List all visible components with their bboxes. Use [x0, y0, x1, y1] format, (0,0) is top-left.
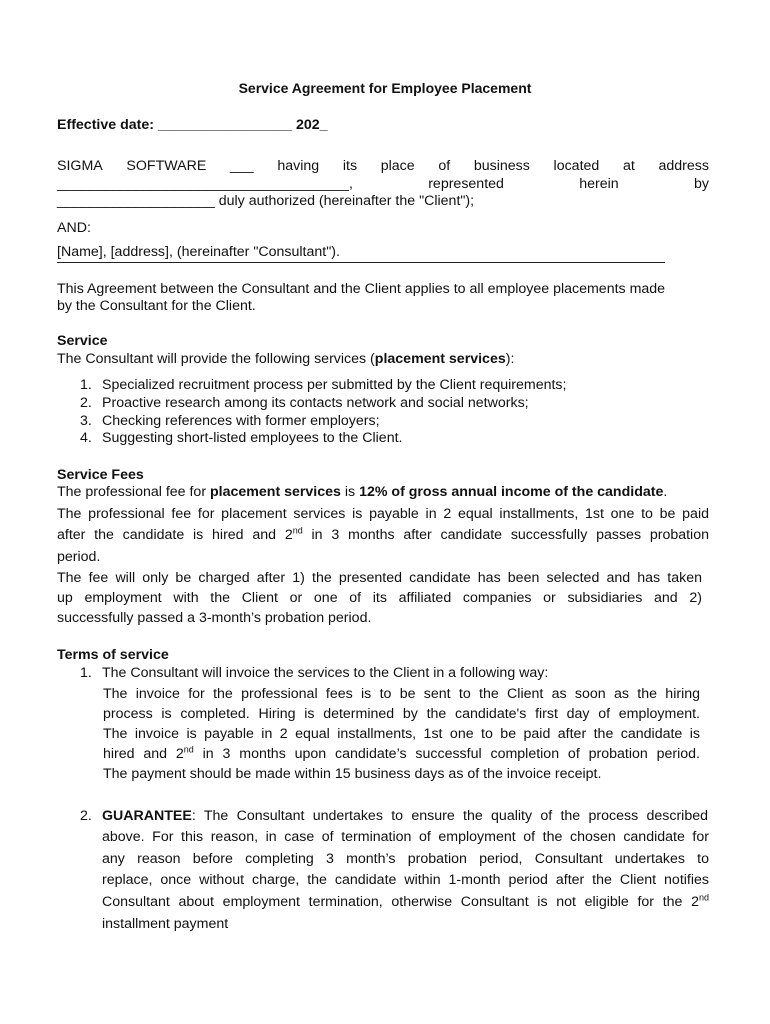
- service-lead-text: The Consultant will provide the following services (: [57, 351, 375, 367]
- terms-item-2-line-1-text: : The Consultant undertakes to ensure the quality of the process described: [191, 808, 708, 824]
- list-item-number: 4.: [80, 430, 92, 446]
- list-item: Suggesting short-listed employees to the Client.: [102, 430, 403, 446]
- terms-item-1-line-2: process is completed. Hiring is determined by the candidate's first day of employment.: [103, 706, 700, 722]
- fees-line-4: period.: [57, 549, 101, 565]
- terms-item-2-line-2: above. For this reason, in case of termination of employment of the chosen candidate for: [102, 829, 709, 845]
- fees-line-2: The professional fee for placement services is payable in 2 equal installments, 1st one to be paid: [57, 506, 709, 522]
- terms-item-2-number: 2.: [80, 808, 92, 824]
- and-label: AND:: [57, 220, 91, 236]
- address-blank: _____________________________________,: [57, 176, 353, 192]
- effective-date-line: [57, 117, 328, 133]
- terms-item-1-line-4-text: hired and 2: [103, 746, 184, 762]
- parties-word: having: [277, 158, 320, 174]
- terms-item-1-line-4-sup: nd: [183, 744, 194, 755]
- effective-date-blank: _________________: [157, 117, 293, 133]
- effective-date-year: 202_: [296, 117, 328, 133]
- document-title: Service Agreement for Employee Placement: [238, 80, 532, 96]
- consultant-underline: [57, 262, 665, 263]
- service-heading: Service: [57, 333, 108, 349]
- list-item: Specialized recruitment process per submitted by the Client requirements;: [102, 377, 567, 393]
- terms-item-2-line-5-sup: nd: [698, 892, 709, 903]
- terms-item-2-line-1: [102, 808, 708, 824]
- terms-item-2-line-3: any reason before completing 3 month’s probation period, Consultant undertakes to: [102, 851, 709, 867]
- terms-item-1-line-5: The payment should be made within 15 business days as of the invoice receipt.: [103, 766, 602, 782]
- effective-date-label: Effective date:: [57, 117, 154, 133]
- parties-line-3: ____________________ duly authorized (hereinafter the "Client");: [57, 193, 475, 209]
- parties-word: located: [553, 158, 600, 174]
- fees-line-5: The fee will only be charged after 1) the presented candidate has been selected and has taken: [57, 570, 702, 586]
- fees-text: The professional fee for: [57, 484, 210, 500]
- list-item-number: 1.: [80, 377, 92, 393]
- terms-item-1-number: 1.: [80, 665, 92, 681]
- parties-word: of: [438, 158, 451, 174]
- parties-word: SIGMA: [57, 158, 103, 174]
- fees-text-is: is: [340, 484, 360, 500]
- terms-item-1-line-3: The invoice is payable in 2 equal installments, 1st one to be paid after the candidate is: [103, 726, 700, 742]
- parties-word: at: [622, 158, 635, 174]
- parties-line-1: [57, 158, 709, 174]
- fees-line-7: successfully passed a 3-month’s probation period.: [57, 610, 372, 626]
- list-item-number: 2.: [80, 395, 92, 411]
- fees-heading: Service Fees: [57, 467, 144, 483]
- intro-line-1: This Agreement between the Consultant and the Client applies to all employee placements made: [57, 281, 666, 297]
- service-lead: [57, 351, 514, 367]
- fees-line-6: up employment with the Client or one of its affiliated companies or subsidiaries and 2): [57, 590, 702, 606]
- consultant-line: [Name], [address], (hereinafter "Consultant").: [57, 244, 340, 260]
- fees-line-3-sup: nd: [292, 525, 303, 536]
- parties-word: its: [342, 158, 358, 174]
- fees-line-3: [57, 527, 709, 543]
- parties-word: place: [380, 158, 415, 174]
- service-lead-bold: placement services: [374, 351, 506, 367]
- parties-word: address: [658, 158, 709, 174]
- parties-line-2: [57, 176, 709, 192]
- guarantee-label: GUARANTEE: [102, 808, 192, 824]
- terms-item-2-line-6: installment payment: [102, 916, 229, 932]
- terms-item-1-line-4: [103, 746, 700, 762]
- parties-word-by: by: [694, 176, 709, 192]
- parties-word: ___: [229, 158, 254, 174]
- fees-line-3-text: after the candidate is hired and 2: [57, 527, 293, 543]
- terms-heading: Terms of service: [57, 647, 169, 663]
- parties-word: SOFTWARE: [126, 158, 207, 174]
- terms-item-2-line-5-text: Consultant about employment termination, otherwise Consultant is not eligible for the 2: [102, 894, 699, 910]
- intro-line-2: by the Consultant for the Client.: [57, 298, 256, 314]
- fees-text-period: .: [663, 484, 668, 500]
- parties-word-represented: represented: [428, 176, 504, 192]
- fees-line-3-end: in 3 months after candidate successfully passes probation: [302, 527, 709, 543]
- list-item: Checking references with former employers;: [102, 413, 380, 429]
- terms-item-1-lead: The Consultant will invoice the services to the Client in a following way:: [102, 665, 549, 681]
- terms-item-1-line-4-end: in 3 months upon candidate’s successful completion of probation period.: [193, 746, 700, 762]
- terms-item-1-line-1: The invoice for the professional fees is to be sent to the Client as soon as the hiring: [103, 686, 700, 702]
- terms-item-2-line-5: [102, 894, 709, 910]
- parties-word-herein: herein: [579, 176, 619, 192]
- fees-bold-services: placement services: [210, 484, 341, 500]
- list-item: Proactive research among its contacts network and social networks;: [102, 395, 529, 411]
- parties-word: business: [473, 158, 530, 174]
- fees-line-1: [57, 484, 667, 500]
- list-item-number: 3.: [80, 413, 92, 429]
- terms-item-2-line-4: replace, once without charge, the candidate within 1-month period after the Client notifies: [102, 872, 709, 888]
- service-lead-end: ):: [505, 351, 515, 367]
- fees-bold-rate: 12% of gross annual income of the candidate: [359, 484, 664, 500]
